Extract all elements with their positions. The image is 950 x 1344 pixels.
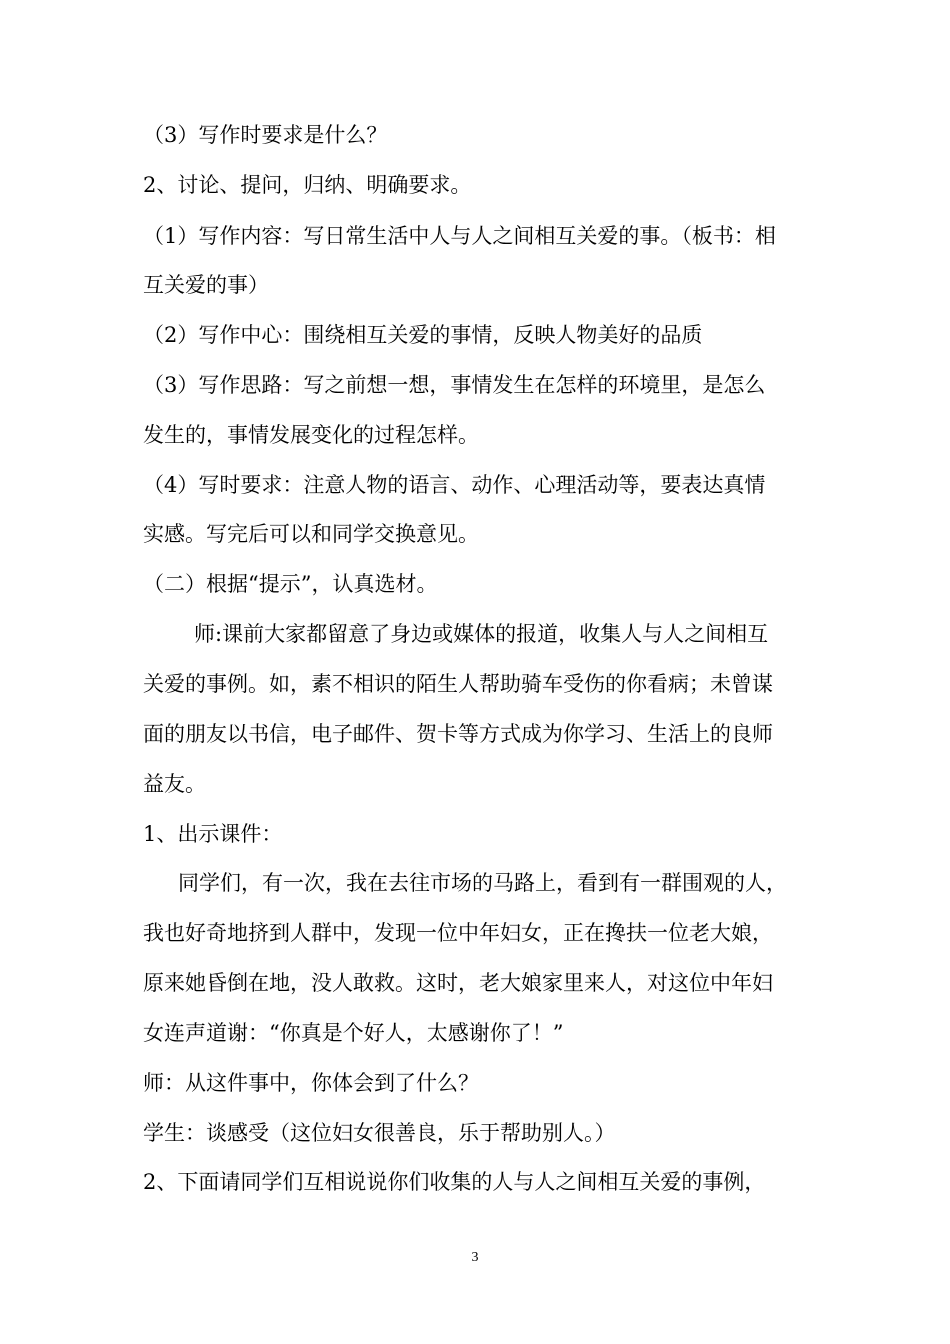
text-line: 互关爱的事） <box>143 273 269 297</box>
text-line: 益友。 <box>143 772 206 796</box>
text-line: 学生：谈感受（这位妇女很善良，乐于帮助别人。） <box>143 1121 616 1145</box>
text-line: （二）根据“提示”，认真选材。 <box>143 572 438 596</box>
text-line: 原来她昏倒在地，没人敢救。这时，老大娘家里来人，对这位中年妇 <box>143 971 773 995</box>
text-line: 师:课前大家都留意了身边或媒体的报道，收集人与人之间相互 <box>194 622 769 646</box>
text-line: 实感。写完后可以和同学交换意见。 <box>143 522 479 546</box>
text-line: （1）写作内容：写日常生活中人与人之间相互关爱的事。（板书：相 <box>143 224 776 248</box>
text-line: （3）写作时要求是什么？ <box>143 123 388 147</box>
text-line: （2）写作中心：围绕相互关爱的事情，反映人物美好的品质 <box>143 323 703 347</box>
text-line: 女连声道谢：“你真是个好人，太感谢你了！” <box>143 1021 564 1045</box>
text-line: （3）写作思路：写之前想一想，事情发生在怎样的环境里，是怎么 <box>143 373 766 397</box>
text-line: 同学们，有一次，我在去往市场的马路上，看到有一群围观的人， <box>178 871 787 895</box>
text-line: 我也好奇地挤到人群中，发现一位中年妇女，正在搀扶一位老大娘， <box>143 921 773 945</box>
text-line: （4）写时要求：注意人物的语言、动作、心理活动等，要表达真情 <box>143 473 766 497</box>
text-line: 发生的，事情发展变化的过程怎样。 <box>143 423 479 447</box>
text-line: 2、讨论、提问，归纳、明确要求。 <box>143 173 472 197</box>
text-line: 2、下面请同学们互相说说你们收集的人与人之间相互关爱的事例， <box>143 1170 766 1194</box>
text-line: 师：从这件事中，你体会到了什么？ <box>143 1071 479 1095</box>
text-line: 1、出示课件： <box>143 822 283 846</box>
page-number: 3 <box>471 1250 479 1265</box>
text-line: 面的朋友以书信，电子邮件、贺卡等方式成为你学习、生活上的良师 <box>143 722 773 746</box>
text-line: 关爱的事例。如，素不相识的陌生人帮助骑车受伤的你看病；未曾谋 <box>143 672 773 696</box>
